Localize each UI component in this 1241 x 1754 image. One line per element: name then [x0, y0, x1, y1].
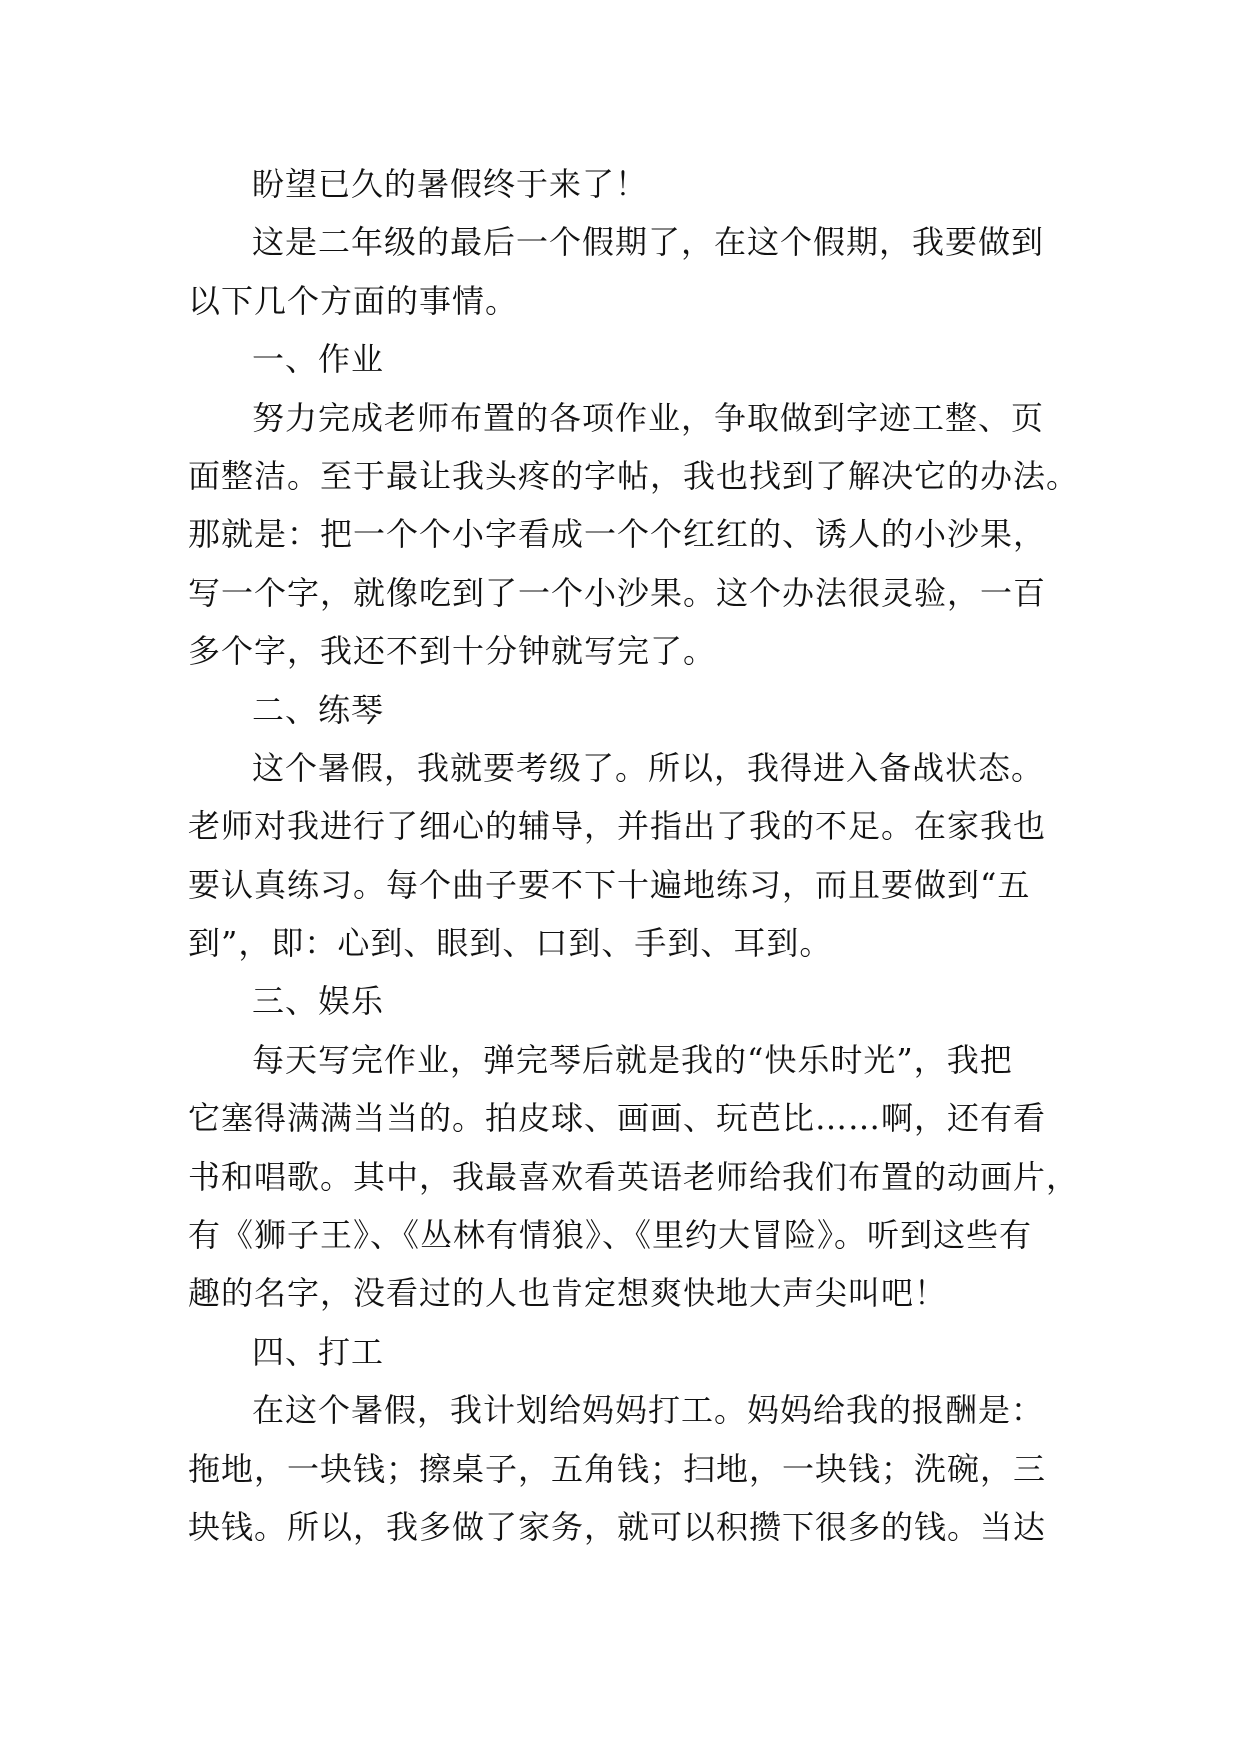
document-page — [188, 155, 1080, 1556]
text-line: 盼望已久的暑假终于来了！ — [252, 165, 649, 203]
text-line: 老师对我进行了细心的辅导，并指出了我的不足。在家我也 — [188, 807, 1047, 846]
text-line: 努力完成老师布置的各项作业，争取做到字迹工整、页 — [252, 398, 1045, 437]
text-line: 要认真练习。每个曲子要不下十遍地练习，而且要做到“五 — [188, 865, 1031, 904]
text-line: 趣的名字，没看过的人也肯定想爽快地大声尖叫吧！ — [188, 1274, 948, 1313]
text-line: 面整洁。至于最让我头疼的字帖，我也找到了解决它的办法。 — [188, 456, 1080, 495]
text-line: 块钱。所以，我多做了家务，就可以积攒下很多的钱。当达 — [188, 1507, 1047, 1546]
text-line: 到”，即：心到、眼到、口到、手到、耳到。 — [188, 924, 833, 963]
text-line: 有《狮子王》、《丛林有情狼》、《里约大冒险》。听到这些有 — [188, 1216, 1033, 1255]
section-heading: 三、娱乐 — [252, 982, 385, 1021]
text-line: 在这个暑假，我计划给妈妈打工。妈妈给我的报酬是： — [252, 1391, 1045, 1430]
text-line: 写一个字，就像吃到了一个小沙果。这个办法很灵验，一百 — [188, 573, 1047, 612]
text-line: 每天写完作业，弹完琴后就是我的“快乐时光”，我把 — [252, 1040, 1013, 1079]
text-line: 多个字，我还不到十分钟就写完了。 — [188, 632, 717, 671]
text-line: 它塞得满满当当的。拍皮球、画画、玩芭比……啊，还有看 — [188, 1099, 1047, 1138]
text-line: 这个暑假，我就要考级了。所以，我得进入备战状态。 — [252, 748, 1045, 787]
section-heading: 四、打工 — [252, 1332, 385, 1371]
text-line: 以下几个方面的事情。 — [188, 281, 519, 320]
text-line: 这是二年级的最后一个假期了，在这个假期，我要做到 — [252, 223, 1045, 262]
text-line: 拖地，一块钱；擦桌子，五角钱；扫地，一块钱；洗碗，三 — [188, 1449, 1047, 1488]
section-heading: 一、作业 — [252, 340, 385, 379]
text-line: 书和唱歌。其中，我最喜欢看英语老师给我们布置的动画片， — [188, 1157, 1080, 1196]
text-line: 那就是：把一个个小字看成一个个红红的、诱人的小沙果， — [188, 515, 1047, 554]
section-heading: 二、练琴 — [252, 690, 385, 729]
